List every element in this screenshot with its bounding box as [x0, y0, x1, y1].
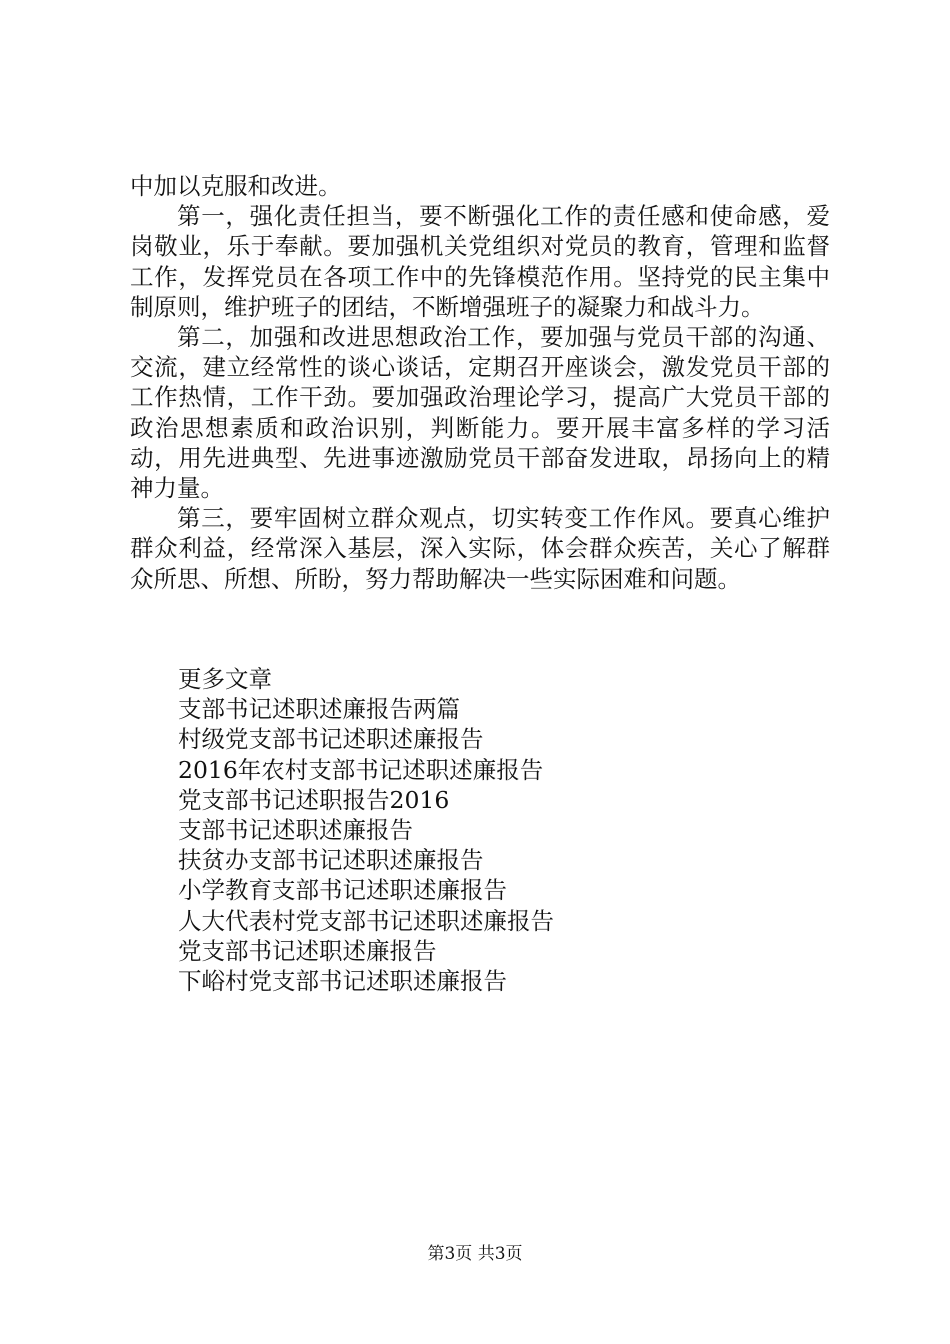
article-link[interactable]: 扶贫办支部书记述职述廉报告: [178, 846, 484, 875]
page-number: 第3页: [427, 1244, 473, 1264]
paragraph-first-point: 第一，强化责任担当，要不断强化工作的责任感和使命感，爱岗敬业，乐于奉献。要加强机关党组织对党员的教育，管理和监督工作，发挥党员在各项工作中的先锋模范作用。坚持党的民主集中制原则，维护班子的团结，不断增强班子的凝聚力和战斗力。: [130, 202, 830, 321]
article-link[interactable]: 党支部书记述职报告2016: [178, 785, 450, 814]
more-articles-section: [178, 664, 818, 996]
article-link[interactable]: 党支部书记述职述廉报告: [178, 936, 437, 965]
article-link[interactable]: 小学教育支部书记述职述廉报告: [178, 876, 507, 905]
article-link[interactable]: 支部书记述职述廉报告: [178, 816, 413, 845]
document-body: [130, 171, 830, 594]
paragraph-second-point: 第二，加强和改进思想政治工作，要加强与党员干部的沟通、交流，建立经常性的谈心谈话，定期召开座谈会，激发党员干部的工作热情，工作干劲。要加强政治理论学习，提高广大党员干部的政治思想素质和政治识别，判断能力。要开展丰富多样的学习活动，用先进典型、先进事迹激励党员干部奋发进取，昂扬向上的精神力量。: [130, 323, 830, 503]
article-link[interactable]: 下峪村党支部书记述职述廉报告: [178, 967, 507, 996]
more-articles-heading: 更多文章: [178, 665, 272, 693]
article-link[interactable]: 村级党支部书记述职述廉报告: [178, 725, 484, 754]
article-link[interactable]: 人大代表村党支部书记述职述廉报告: [178, 906, 554, 935]
paragraph-third-point: 第三，要牢固树立群众观点，切实转变工作作风。要真心维护群众利益，经常深入基层，深入实际，体会群众疾苦，关心了解群众所思、所想、所盼，努力帮助解决一些实际困难和问题。: [130, 504, 830, 593]
page-footer: [0, 1243, 950, 1265]
page-total: 共3页: [477, 1244, 523, 1264]
paragraph-continuation: 中加以克服和改进。: [130, 172, 342, 200]
article-link[interactable]: 支部书记述职述廉报告两篇: [178, 695, 460, 724]
article-link[interactable]: 2016年农村支部书记述职述廉报告: [178, 755, 544, 784]
